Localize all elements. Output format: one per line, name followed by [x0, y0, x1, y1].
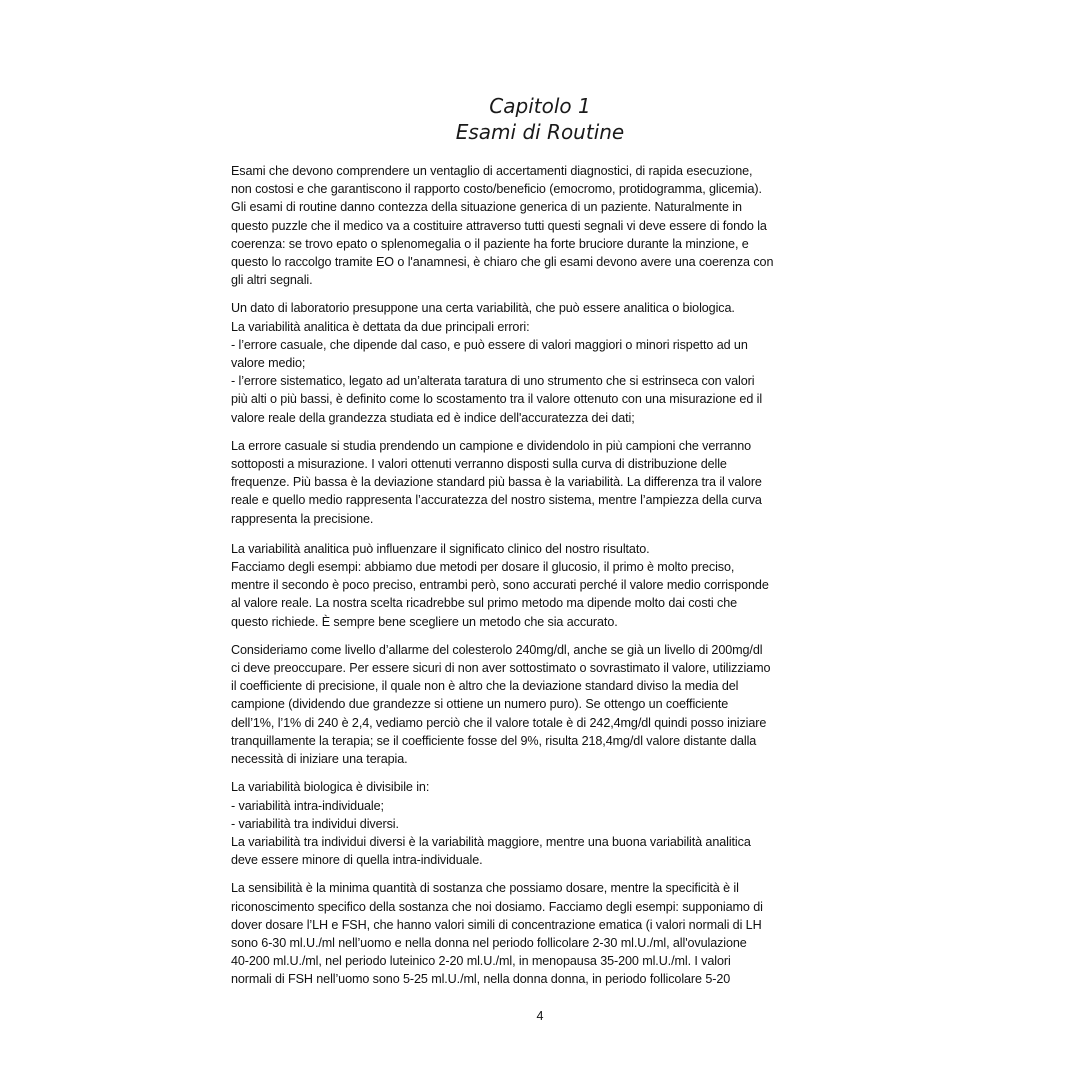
text-line: 40-200 ml.U./ml, nel periodo luteinico 2-20 ml.U./ml, in menopausa 35-200 ml.U./ml. I valori — [231, 954, 731, 969]
text-line: Un dato di laboratorio presuppone una certa variabilità, che può essere analitica o biologica. — [231, 301, 735, 316]
text-line: più alti o più bassi, è definito come lo scostamento tra il valore ottenuto con una misurazione ed il — [231, 392, 763, 407]
text-line: mentre il secondo è poco preciso, entrambi però, sono accurati perché il valore medio corrisponde — [231, 578, 769, 593]
paragraph — [231, 437, 856, 528]
text-line: La variabilità tra individui diversi è la variabilità maggiore, mentre una buona variabilità analitica — [231, 834, 751, 849]
chapter-number: Capitolo 1 — [489, 94, 591, 118]
text-line: La variabilità biologica è divisibile in: — [231, 780, 430, 795]
text-line: il coefficiente di precisione, il quale non è altro che la deviazione standard diviso la media del — [231, 679, 739, 694]
text-line: - l’errore sistematico, legato ad un’alterata taratura di uno strumento che si estrinseca con valori — [231, 374, 755, 389]
text-line: Consideriamo come livello d’allarme del colesterolo 240mg/dl, anche se già un livello di 200mg/dl — [231, 642, 763, 657]
paragraph — [231, 162, 856, 289]
paragraph — [231, 299, 856, 317]
text-line: coerenza: se trovo epato o splenomegalia o il paziente ha forte bruciore durante la minzione, e — [231, 236, 749, 251]
text-line: normali di FSH nell’uomo sono 5-25 ml.U./ml, nella donna donna, in periodo follicolare 5-20 — [231, 972, 731, 987]
text-line: La variabilità analitica è dettata da due principali errori: — [231, 319, 530, 334]
text-line: sottoposti a misurazione. I valori ottenuti verranno disposti sulla curva di distribuzione delle — [231, 457, 727, 472]
text-line: ci deve preoccupare. Per essere sicuri di non aver sottostimato o sovrastimato il valore, utilizziamo — [231, 661, 771, 676]
text-line: Esami che devono comprendere un ventaglio di accertamenti diagnostici, di rapida esecuzione, — [231, 164, 753, 178]
text-line: La sensibilità è la minima quantità di sostanza che possiamo dosare, mentre la specificità è il — [231, 881, 739, 896]
paragraph — [231, 778, 856, 869]
text-line: dell’1%, l’1% di 240 è 2,4, vediamo perciò che il valore totale è di 242,4mg/dl quindi posso iniziare — [231, 715, 767, 730]
text-line: campione (dividendo due grandezze si ottiene un numero puro). Se ottengo un coefficiente — [231, 697, 729, 712]
text-line: al valore reale. La nostra scelta ricadrebbe sul primo metodo ma dipende molto dai costi che — [231, 596, 738, 611]
text-line: tranquillamente la terapia; se il coefficiente fosse del 9%, risulta 218,4mg/dl valore distante dalla — [231, 733, 757, 748]
text-line: reale e quello medio rappresenta l’accuratezza del nostro sistema, mentre l’ampiezza della curva — [231, 493, 762, 508]
text-line: deve essere minore di quella intra-individuale. — [231, 853, 483, 868]
text-line: riconoscimento specifico della sostanza che noi dosiamo. Facciamo degli esempi: supponiamo di — [231, 899, 763, 914]
text-line: rappresenta la precisione. — [231, 511, 374, 526]
text-line: - l’errore casuale, che dipende dal caso, e può essere di valori maggiori o minori rispetto ad un — [231, 337, 748, 352]
text-line: valore reale della grandezza studiata ed è indice dell'accuratezza dei dati; — [231, 410, 635, 425]
text-line: Facciamo degli esempi: abbiamo due metodi per dosare il glucosio, il primo è molto preciso, — [231, 560, 735, 575]
text-line: questo lo raccolgo tramite EO o l'anamnesi, è chiaro che gli esami devono avere una coerenza con — [231, 255, 774, 270]
text-line: - variabilità tra individui diversi. — [231, 816, 399, 831]
text-line: sono 6-30 ml.U./ml nell’uomo e nella donna nel periodo follicolare 2-30 ml.U./ml, all'ovulazione — [231, 935, 747, 950]
text-line: necessità di iniziare una terapia. — [231, 752, 408, 767]
text-line: dover dosare l’LH e FSH, che hanno valori simili di concentrazione ematica (i valori normali di LH — [231, 917, 762, 932]
chapter-title: Esami di Routine — [455, 120, 625, 144]
text-line: questo puzzle che il medico va a costituire attraverso tutti questi segnali vi deve essere di fondo la — [231, 218, 767, 233]
text-line: questo richiede. È sempre bene scegliere un metodo che sia accurato. — [231, 614, 618, 629]
text-line: gli altri segnali. — [231, 273, 313, 288]
page-number: 4 — [536, 1009, 544, 1023]
body-text — [231, 162, 856, 989]
paragraph — [231, 879, 856, 988]
paragraph — [231, 540, 856, 631]
paragraph — [231, 318, 856, 427]
text-line: La variabilità analitica può influenzare il significato clinico del nostro risultato. — [231, 541, 650, 556]
text-line: - variabilità intra-individuale; — [231, 798, 384, 813]
text-line: non costosi e che garantiscono il rapporto costo/beneficio (emocromo, protidogramma, glicemia). — [231, 182, 762, 197]
chapter-heading — [0, 93, 1080, 145]
text-line: frequenze. Più bassa è la deviazione standard più bassa è la variabilità. La differenza tra il valore — [231, 475, 762, 490]
text-line: La errore casuale si studia prendendo un campione e dividendolo in più campioni che verranno — [231, 438, 752, 453]
text-line: Gli esami di routine danno contezza della situazione generica di un paziente. Naturalmente in — [231, 200, 742, 215]
paragraph — [231, 641, 856, 768]
text-line: valore medio; — [231, 356, 306, 371]
